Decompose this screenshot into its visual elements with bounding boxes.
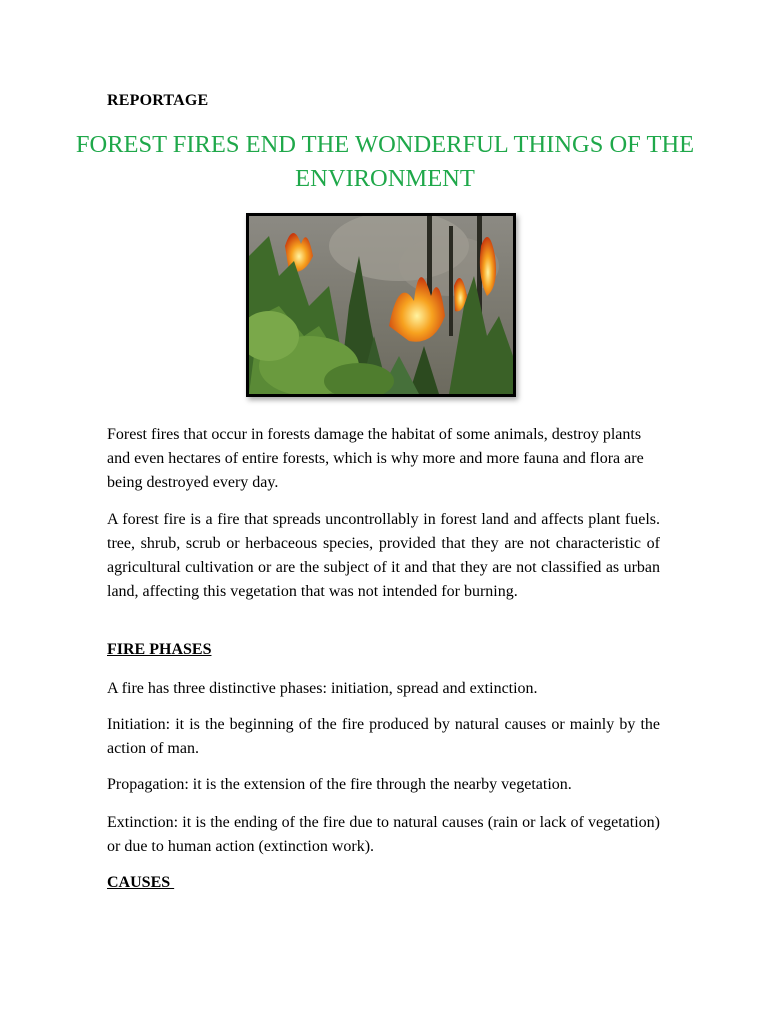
paragraph-intro: Forest fires that occur in forests damage the habitat of some animals, destroy plants and even hectares of entire forests, which is why more and more fauna and flora are being destroyed every day. [107, 426, 644, 491]
phase-extinction: Extinction: it is the ending of the fire due to natural causes (rain or lack of vegetation) or due to human action (extinction work). [107, 814, 660, 855]
document-title: FOREST FIRES END THE WONDERFUL THINGS OF THE ENVIRONMENT [75, 131, 695, 192]
paragraph-definition: A forest fire is a fire that spreads uncontrollably in forest land and affects plant fuels. tree, shrub, scrub or herbaceous species, provided that they are not characteristic of agricultural cultivation or are the subject of it and that they are not classified as urban land, affecting this vegetation that was not intended for burning. [107, 511, 660, 600]
fire-phases-intro: A fire has three distinctive phases: initiation, spread and extinction. [107, 680, 538, 697]
phase-initiation: Initiation: it is the beginning of the fire produced by natural causes or mainly by the action of man. [107, 716, 660, 757]
fire-phases-heading: FIRE PHASES [107, 641, 212, 658]
forest-fire-image [246, 213, 516, 397]
document-label: REPORTAGE [107, 92, 209, 109]
causes-heading: CAUSES [107, 874, 175, 891]
phase-propagation: Propagation: it is the extension of the fire through the nearby vegetation. [107, 776, 572, 793]
